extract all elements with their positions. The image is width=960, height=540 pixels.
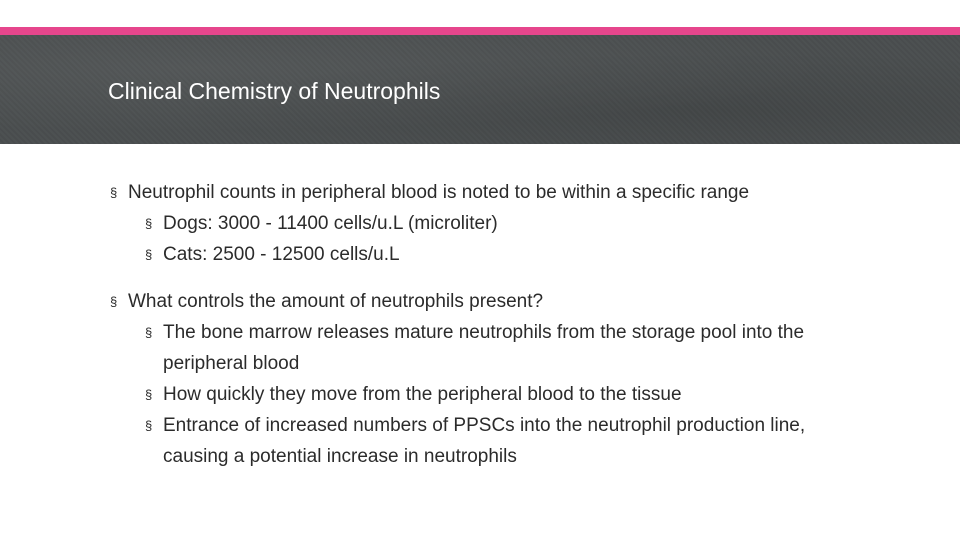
sub-bullet-text: How quickly they move from the peripheral blood to the tissue <box>163 384 682 405</box>
bullet-text: What controls the amount of neutrophils present? <box>128 291 544 312</box>
square-bullet-icon: § <box>145 325 153 340</box>
square-bullet-icon: § <box>145 216 153 231</box>
sub-bullet-item <box>108 410 848 472</box>
bullet-item <box>108 286 848 317</box>
sub-bullet-item <box>108 239 848 270</box>
accent-bar <box>0 27 960 35</box>
sub-bullet-text: The bone marrow releases mature neutrophils from the storage pool into the peripheral blood <box>163 322 805 374</box>
sub-bullet-item <box>108 379 848 410</box>
square-bullet-icon: § <box>110 294 118 309</box>
sub-bullet-item <box>108 208 848 239</box>
slide-title: Clinical Chemistry of Neutrophils <box>108 78 441 104</box>
sub-bullet-text: Cats: 2500 - 12500 cells/u.L <box>163 244 400 265</box>
square-bullet-icon: § <box>145 247 153 262</box>
square-bullet-icon: § <box>145 418 153 433</box>
sub-bullet-text: Dogs: 3000 - 11400 cells/u.L (microliter) <box>163 213 498 234</box>
bullet-item <box>108 177 848 208</box>
sub-bullet-text: Entrance of increased numbers of PPSCs into the neutrophil production line, causing a potential increase in neutrophils <box>163 415 806 467</box>
section-spacer <box>108 270 848 286</box>
square-bullet-icon: § <box>145 387 153 402</box>
square-bullet-icon: § <box>110 185 118 200</box>
bullet-text: Neutrophil counts in peripheral blood is noted to be within a specific range <box>128 182 750 203</box>
slide-body <box>108 177 848 472</box>
sub-bullet-item <box>108 317 848 379</box>
